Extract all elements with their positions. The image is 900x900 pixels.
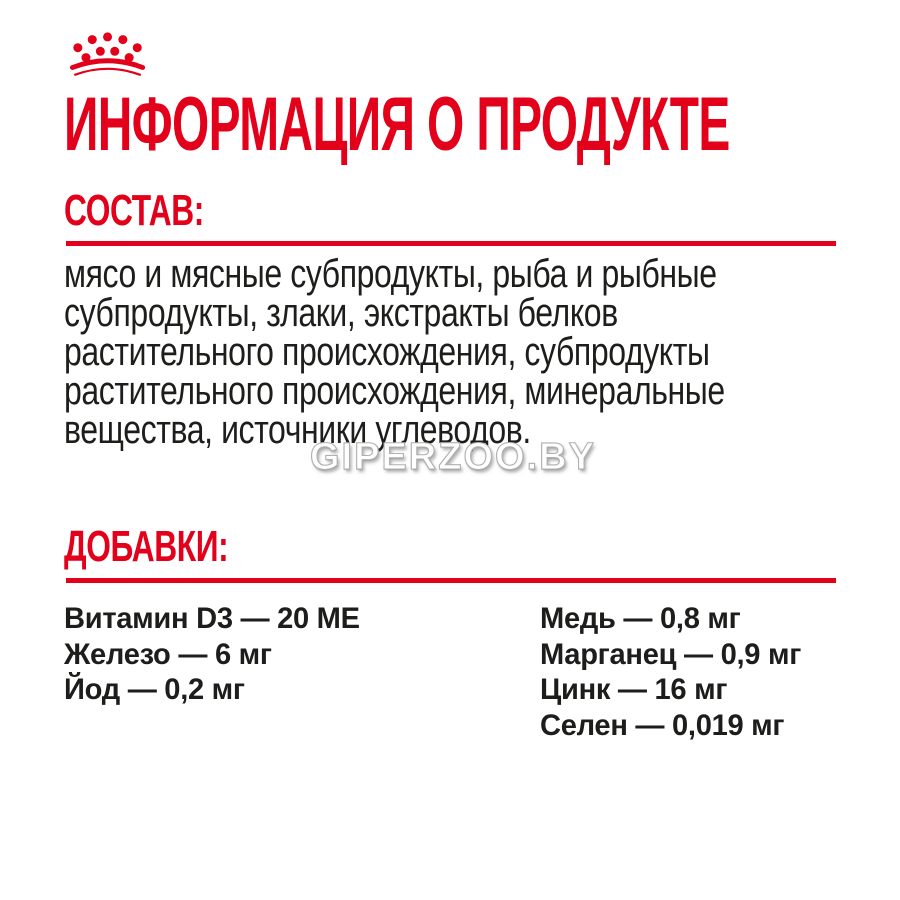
watermark: GIPERZOO.BY <box>310 436 596 478</box>
composition-divider <box>66 241 836 246</box>
crown-logo-icon <box>64 27 152 81</box>
composition-text <box>64 252 725 452</box>
composition-line: вещества, источники углеводов. <box>64 408 531 452</box>
composition-heading: СОСТАВ: <box>64 186 204 235</box>
composition-line: растительного происхождения, субпродукты <box>64 330 710 374</box>
additives-divider <box>66 578 836 583</box>
additive-item: Йод — 0,2 мг <box>64 673 245 706</box>
additives-left-column <box>64 601 360 708</box>
additive-item: Медь — 0,8 мг <box>540 602 741 635</box>
additive-item: Витамин D3 — 20 МЕ <box>64 602 360 635</box>
additives-heading: ДОБАВКИ: <box>64 522 229 571</box>
composition-line: субпродукты, злаки, экстракты белков <box>64 291 618 335</box>
additive-item: Селен — 0,019 мг <box>540 708 785 742</box>
composition-line: растительного происхождения, минеральные <box>64 369 725 413</box>
page-title: ИНФОРМАЦИЯ О ПРОДУКТЕ <box>64 82 730 167</box>
additive-item: Железо — 6 мг <box>64 637 272 671</box>
composition-line: мясо и мясные субпродукты, рыба и рыбные <box>64 252 717 296</box>
additives-right-column <box>540 601 801 743</box>
additive-item: Цинк — 16 мг <box>540 673 728 706</box>
additive-item: Марганец — 0,9 мг <box>540 637 802 671</box>
